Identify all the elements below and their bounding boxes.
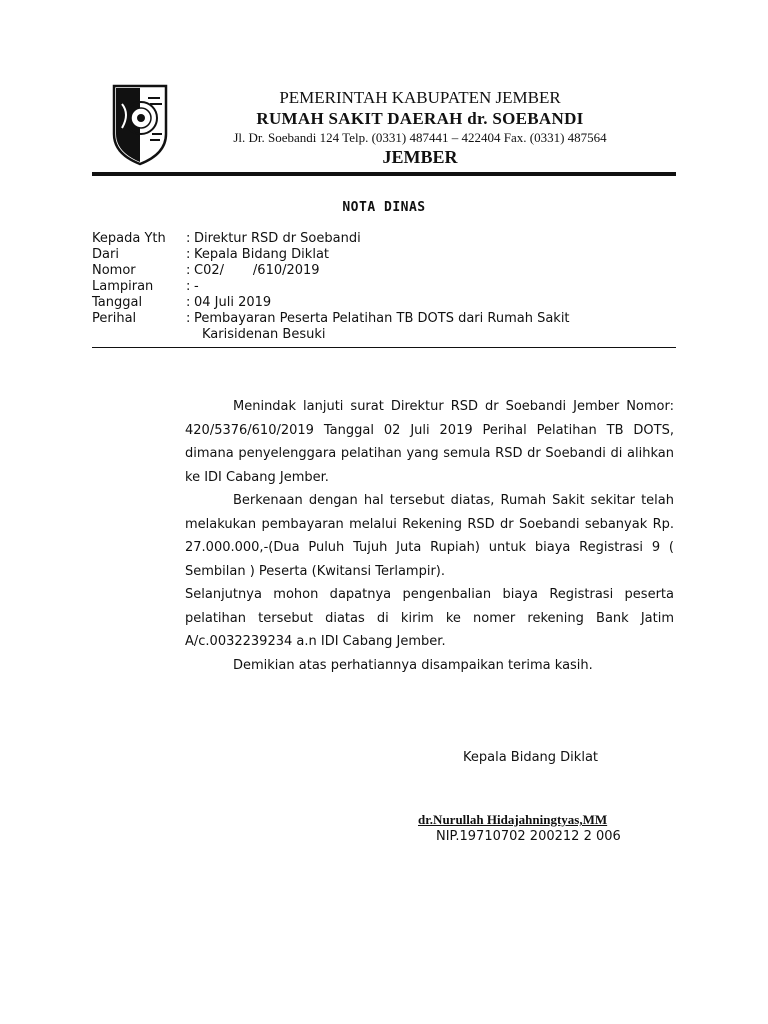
field-value: 04 Juli 2019	[194, 295, 272, 310]
field-value: Pembayaran Peserta Pelatihan TB DOTS dari Rumah Sakit	[194, 311, 570, 326]
document-title: NOTA DINAS	[342, 200, 426, 215]
field-value: C02/ /610/2019	[194, 263, 320, 278]
field-value: -	[194, 279, 199, 294]
field-colon: :	[186, 263, 191, 278]
letterhead-city: JEMBER	[382, 147, 458, 167]
jember-regency-emblem-icon	[108, 84, 172, 166]
letter-body	[185, 395, 674, 677]
body-paragraph-2: Berkenaan dengan hal tersebut diatas, Rumah Sakit sekitar telah melakukan pembayaran melalui Rekening RSD dr Soebandi sebanyak Rp. 27.000.000,-(Dua Puluh Tujuh Juta Rupiah) untuk biaya Registrasi 9 ( Sembilan ) Peserta (Kwitansi Terlampir).	[185, 493, 674, 579]
letterhead-hospital: RUMAH SAKIT DAERAH dr. SOEBANDI	[256, 109, 584, 128]
field-colon: :	[186, 279, 191, 294]
field-colon: :	[186, 231, 191, 246]
field-colon: :	[186, 295, 191, 310]
field-value: Kepala Bidang Diklat	[194, 247, 330, 262]
letterhead-address: Jl. Dr. Soebandi 124 Telp. (0331) 487441 – 422404 Fax. (0331) 487564	[233, 130, 607, 145]
body-paragraph-1: Menindak lanjuti surat Direktur RSD dr Soebandi Jember Nomor: 420/5376/610/2019 Tanggal 02 Juli 2019 Perihal Pelatihan TB DOTS, dimana penyelenggara pelatihan yang semula RSD dr Soebandi di alihkan ke IDI Cabang Jember.	[185, 399, 674, 485]
header-divider	[92, 347, 676, 348]
field-label: Dari	[92, 247, 119, 262]
field-value: Direktur RSD dr Soebandi	[194, 231, 361, 246]
signatory-title: Kepala Bidang Diklat	[463, 750, 599, 765]
field-label: Perihal	[92, 311, 137, 326]
letterhead-government: PEMERINTAH KABUPATEN JEMBER	[279, 88, 561, 107]
field-colon: :	[186, 311, 191, 326]
signatory-nip: NIP.19710702 200212 2 006	[436, 829, 621, 844]
field-label: Nomor	[92, 263, 136, 278]
field-label: Tanggal	[92, 295, 143, 310]
body-paragraph-3: Selanjutnya mohon dapatnya pengenbalian biaya Registrasi peserta pelatihan tersebut diatas di kirim ke nomer rekening Bank Jatim A/c.0032239234 a.n IDI Cabang Jember.	[185, 587, 674, 649]
field-label: Kepada Yth	[92, 231, 166, 246]
field-colon: :	[186, 247, 191, 262]
signatory-name: dr.Nurullah Hidajahningtyas,MM	[418, 812, 608, 827]
body-paragraph-4: Demikian atas perhatiannya disampaikan terima kasih.	[233, 657, 593, 673]
field-label: Lampiran	[92, 279, 154, 294]
field-value-continued: Karisidenan Besuki	[202, 327, 326, 342]
letterhead-divider	[92, 172, 676, 176]
